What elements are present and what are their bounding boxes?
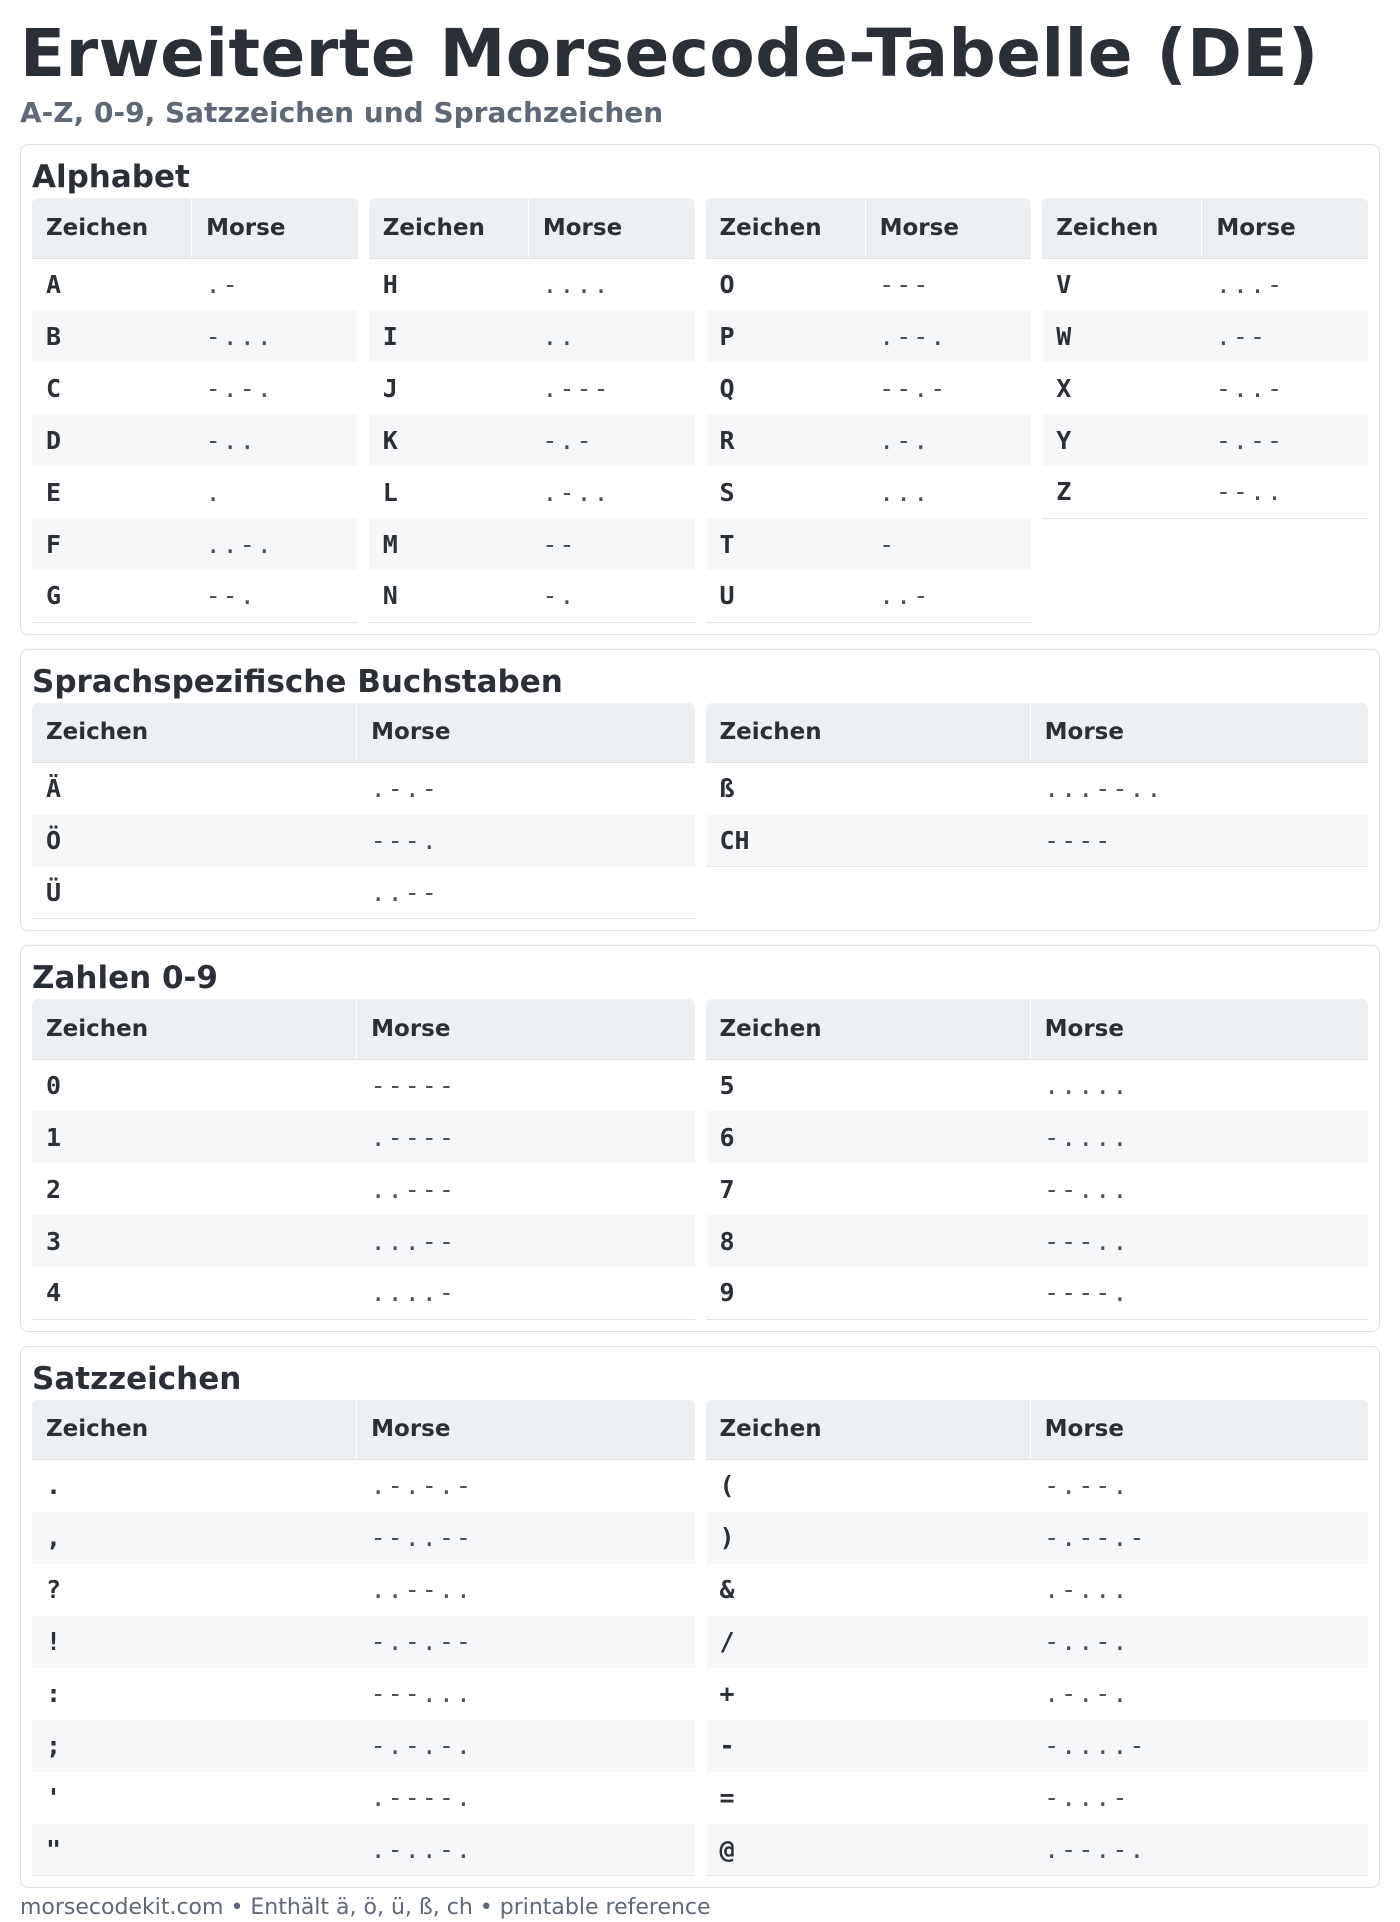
morse-table — [1042, 198, 1368, 519]
morse-cell: ---.. — [1030, 1215, 1368, 1267]
char-cell: ( — [719, 1471, 735, 1501]
char-cell: H — [382, 269, 398, 299]
morse-cell: ---... — [370, 1679, 473, 1708]
column-header-char: Zeichen — [32, 198, 192, 258]
section-title: Sprachspezifische Buchstaben — [32, 663, 563, 700]
table-row — [706, 466, 1032, 518]
column-header-char: Zeichen — [32, 703, 357, 763]
morse-cell: -.--. — [1044, 1471, 1130, 1501]
table-header-row — [706, 703, 1369, 763]
morse-cell: -.- — [528, 414, 694, 466]
table-row — [369, 258, 695, 310]
char-cell: - — [706, 1720, 1031, 1772]
table-row — [32, 1720, 695, 1772]
table-header-row — [32, 999, 695, 1059]
table-grid — [32, 1400, 1368, 1877]
char-cell: W — [1042, 310, 1202, 362]
morse-cell: ---- — [1030, 815, 1368, 867]
morse-cell: ..--.. — [370, 1575, 473, 1604]
char-cell: " — [32, 1824, 357, 1876]
table-row — [32, 1512, 695, 1564]
table-header-row — [32, 703, 695, 763]
morse-cell: ... — [879, 477, 931, 507]
morse-cell: --.. — [1215, 477, 1285, 507]
char-cell: Ä — [46, 774, 62, 804]
table-row — [32, 570, 358, 622]
morse-cell: .-. — [865, 414, 1031, 466]
table-row — [369, 518, 695, 570]
char-cell: 1 — [32, 1111, 357, 1163]
morse-cell: .-.- — [370, 774, 439, 804]
morse-cell: .-- — [1202, 310, 1368, 362]
morse-cell: -... — [192, 310, 358, 362]
table-row — [32, 518, 358, 570]
morse-cell: -.-. — [205, 373, 274, 403]
morse-table — [706, 198, 1032, 623]
table-row — [32, 466, 358, 518]
morse-cell: -.... — [1030, 1111, 1368, 1163]
char-cell: . — [46, 1471, 62, 1501]
morse-cell: --..-- — [357, 1512, 695, 1564]
morse-table — [706, 703, 1369, 868]
morse-cell: .--. — [865, 310, 1031, 362]
table-header-row — [1042, 198, 1368, 258]
char-cell: L — [382, 477, 398, 507]
morse-cell: -.-- — [1202, 414, 1368, 466]
table-row — [369, 570, 695, 622]
table-header-row — [706, 1400, 1369, 1460]
char-cell: 2 — [46, 1174, 62, 1204]
table-row — [706, 1059, 1369, 1111]
morse-cell: --. — [205, 581, 257, 611]
char-cell: , — [32, 1512, 357, 1564]
morse-table — [706, 999, 1369, 1320]
column-header-morse: Morse — [1202, 198, 1368, 258]
morse-cell: ...-- — [357, 1215, 695, 1267]
table-header-row — [32, 198, 358, 258]
char-cell: 4 — [46, 1278, 62, 1308]
morse-cell: --- — [879, 269, 931, 299]
column-header-morse: Morse — [357, 1400, 695, 1460]
char-cell: U — [719, 581, 735, 611]
morse-cell: .-..-. — [357, 1824, 695, 1876]
section-title: Alphabet — [32, 159, 190, 195]
char-cell: N — [382, 581, 398, 611]
table-row — [32, 1059, 695, 1111]
column-header-morse: Morse — [357, 703, 695, 763]
morse-cell: -....- — [1030, 1720, 1368, 1772]
char-cell: V — [1056, 269, 1072, 299]
char-cell: D — [32, 414, 192, 466]
column-header-char: Zeichen — [706, 703, 1031, 763]
char-cell: I — [369, 310, 529, 362]
table-row — [706, 1215, 1369, 1267]
table-row — [369, 362, 695, 414]
table-row — [32, 1111, 695, 1163]
char-cell: X — [1056, 373, 1072, 403]
column-header-morse: Morse — [357, 999, 695, 1059]
table-grid — [32, 198, 1368, 623]
morse-cell: -.-.-- — [357, 1616, 695, 1668]
table-row — [32, 1564, 695, 1616]
table-header-row — [706, 999, 1369, 1059]
morse-table — [32, 1400, 695, 1877]
char-cell: 8 — [706, 1215, 1031, 1267]
table-row — [1042, 466, 1368, 518]
morse-table — [369, 198, 695, 623]
table-header-row — [32, 1400, 695, 1460]
morse-cell: ----- — [370, 1070, 456, 1100]
morse-cell: ...--.. — [1044, 774, 1164, 804]
table-row — [1042, 414, 1368, 466]
morse-cell: .-.. — [542, 477, 611, 507]
footer-text: morsecodekit.com • Enthält ä, ö, ü, ß, ch • printable reference — [20, 1895, 711, 1920]
morse-cell: .---- — [357, 1111, 695, 1163]
morse-cell: --.- — [879, 373, 948, 403]
morse-cell: .--.-. — [1030, 1824, 1368, 1876]
morse-cell: -.--.- — [1030, 1512, 1368, 1564]
char-cell: O — [719, 269, 735, 299]
table-row — [1042, 258, 1368, 310]
table-row — [706, 1111, 1369, 1163]
char-cell: CH — [706, 815, 1031, 867]
page-subtitle: A-Z, 0-9, Satzzeichen und Sprachzeichen — [20, 96, 664, 129]
morse-cell: ..--- — [370, 1174, 456, 1204]
sections-container — [20, 144, 1380, 1888]
char-cell: ) — [706, 1512, 1031, 1564]
char-cell: S — [719, 477, 735, 507]
char-cell: 3 — [32, 1215, 357, 1267]
char-cell: Ü — [46, 877, 62, 907]
char-cell: K — [369, 414, 529, 466]
table-row — [706, 763, 1369, 815]
char-cell: ? — [46, 1575, 62, 1604]
table-row — [706, 1163, 1369, 1215]
char-cell: + — [719, 1679, 735, 1708]
table-row — [706, 1267, 1369, 1319]
column-header-char: Zeichen — [706, 1400, 1031, 1460]
section-zahlen-0-9 — [20, 945, 1380, 1332]
table-row — [32, 1668, 695, 1720]
char-cell: Y — [1042, 414, 1202, 466]
char-cell: A — [46, 269, 62, 299]
table-row — [706, 310, 1032, 362]
table-row — [32, 1267, 695, 1319]
table-grid — [32, 703, 1368, 920]
table-row — [32, 1772, 695, 1824]
morse-cell: -- — [528, 518, 694, 570]
morse-cell: .----. — [370, 1783, 473, 1812]
table-row — [706, 1772, 1369, 1824]
morse-cell: -..- — [1215, 373, 1285, 403]
char-cell: ; — [32, 1720, 357, 1772]
morse-table — [32, 999, 695, 1320]
char-cell: F — [32, 518, 192, 570]
morse-cell: ....- — [370, 1278, 456, 1308]
column-header-char: Zeichen — [32, 999, 357, 1059]
char-cell: & — [719, 1575, 735, 1604]
column-header-morse: Morse — [1030, 999, 1368, 1059]
morse-cell: - — [865, 518, 1031, 570]
table-row — [369, 310, 695, 362]
table-row — [706, 258, 1032, 310]
table-row — [706, 1460, 1369, 1512]
char-cell: P — [706, 310, 866, 362]
table-row — [706, 1668, 1369, 1720]
char-cell: 6 — [706, 1111, 1031, 1163]
table-header-row — [706, 198, 1032, 258]
column-header-char: Zeichen — [706, 999, 1031, 1059]
table-row — [32, 362, 358, 414]
morse-cell: ..- — [879, 581, 931, 611]
char-cell: ß — [719, 774, 735, 804]
char-cell: 7 — [719, 1174, 735, 1204]
table-row — [1042, 362, 1368, 414]
section-title: Satzzeichen — [32, 1360, 242, 1397]
table-row — [32, 1215, 695, 1267]
table-row — [369, 466, 695, 518]
table-row — [32, 815, 695, 867]
table-row — [32, 763, 695, 815]
morse-cell: ---. — [357, 815, 695, 867]
table-row — [706, 362, 1032, 414]
morse-cell: -. — [542, 581, 577, 611]
column-header-morse: Morse — [192, 198, 358, 258]
morse-cell: .-.-.- — [370, 1471, 473, 1501]
char-cell: 5 — [719, 1070, 735, 1100]
char-cell: G — [46, 581, 62, 611]
char-cell: Q — [719, 373, 735, 403]
table-row — [369, 414, 695, 466]
char-cell: @ — [706, 1824, 1031, 1876]
section-title: Zahlen 0-9 — [32, 960, 218, 996]
column-header-morse: Morse — [528, 198, 694, 258]
morse-cell: .-... — [1044, 1575, 1130, 1604]
morse-cell: .... — [542, 269, 611, 299]
char-cell: / — [706, 1616, 1031, 1668]
morse-cell: --... — [1044, 1174, 1130, 1204]
char-cell: : — [46, 1679, 62, 1708]
table-row — [32, 1824, 695, 1876]
char-cell: 0 — [46, 1070, 62, 1100]
morse-cell: ..-- — [370, 877, 439, 907]
morse-table — [706, 1400, 1369, 1877]
char-cell: Ö — [32, 815, 357, 867]
column-header-char: Zeichen — [706, 198, 866, 258]
morse-cell: ----. — [1044, 1278, 1130, 1308]
table-grid — [32, 999, 1368, 1320]
section-satzzeichen — [20, 1346, 1380, 1889]
column-header-morse: Morse — [1030, 1400, 1368, 1460]
morse-cell: .. — [528, 310, 694, 362]
char-cell: ! — [32, 1616, 357, 1668]
table-row — [706, 1824, 1369, 1876]
char-cell: Z — [1056, 477, 1072, 507]
table-row — [706, 570, 1032, 622]
char-cell: = — [719, 1783, 735, 1812]
table-row — [706, 1616, 1369, 1668]
morse-cell: ..... — [1044, 1070, 1130, 1100]
section-alphabet — [20, 144, 1380, 635]
table-row — [706, 1720, 1369, 1772]
section-sprachspezifische-buchstaben — [20, 649, 1380, 932]
morse-cell: ..-. — [192, 518, 358, 570]
column-header-char: Zeichen — [369, 198, 529, 258]
table-row — [32, 414, 358, 466]
table-row — [706, 1564, 1369, 1616]
table-row — [32, 1616, 695, 1668]
morse-table — [32, 198, 358, 623]
table-row — [32, 258, 358, 310]
morse-cell: -...- — [1044, 1783, 1130, 1812]
morse-cell: .- — [205, 269, 240, 299]
page-title: Erweiterte Morsecode-Tabelle (DE) — [20, 15, 1319, 92]
morse-cell: . — [205, 477, 223, 507]
morse-cell: .--- — [542, 373, 611, 403]
char-cell: R — [706, 414, 866, 466]
char-cell: 9 — [719, 1278, 735, 1308]
table-row — [706, 518, 1032, 570]
morse-cell: .-.-. — [1044, 1679, 1130, 1708]
char-cell: C — [46, 373, 62, 403]
char-cell: E — [46, 477, 62, 507]
table-row — [706, 815, 1369, 867]
morse-cell: -.. — [192, 414, 358, 466]
char-cell: B — [32, 310, 192, 362]
morse-table — [32, 703, 695, 920]
column-header-morse: Morse — [1030, 703, 1368, 763]
table-row — [706, 1512, 1369, 1564]
morse-cell: -.-.-. — [357, 1720, 695, 1772]
table-row — [32, 867, 695, 919]
morse-cell: ...- — [1215, 269, 1285, 299]
table-header-row — [369, 198, 695, 258]
char-cell: ' — [46, 1783, 62, 1812]
column-header-char: Zeichen — [32, 1400, 357, 1460]
table-row — [706, 414, 1032, 466]
table-row — [1042, 310, 1368, 362]
table-row — [32, 1163, 695, 1215]
page — [20, 14, 1380, 1922]
char-cell: J — [382, 373, 398, 403]
column-header-morse: Morse — [865, 198, 1031, 258]
table-row — [32, 310, 358, 362]
morse-cell: -..-. — [1030, 1616, 1368, 1668]
char-cell: M — [369, 518, 529, 570]
char-cell: T — [706, 518, 866, 570]
table-row — [32, 1460, 695, 1512]
column-header-char: Zeichen — [1042, 198, 1202, 258]
